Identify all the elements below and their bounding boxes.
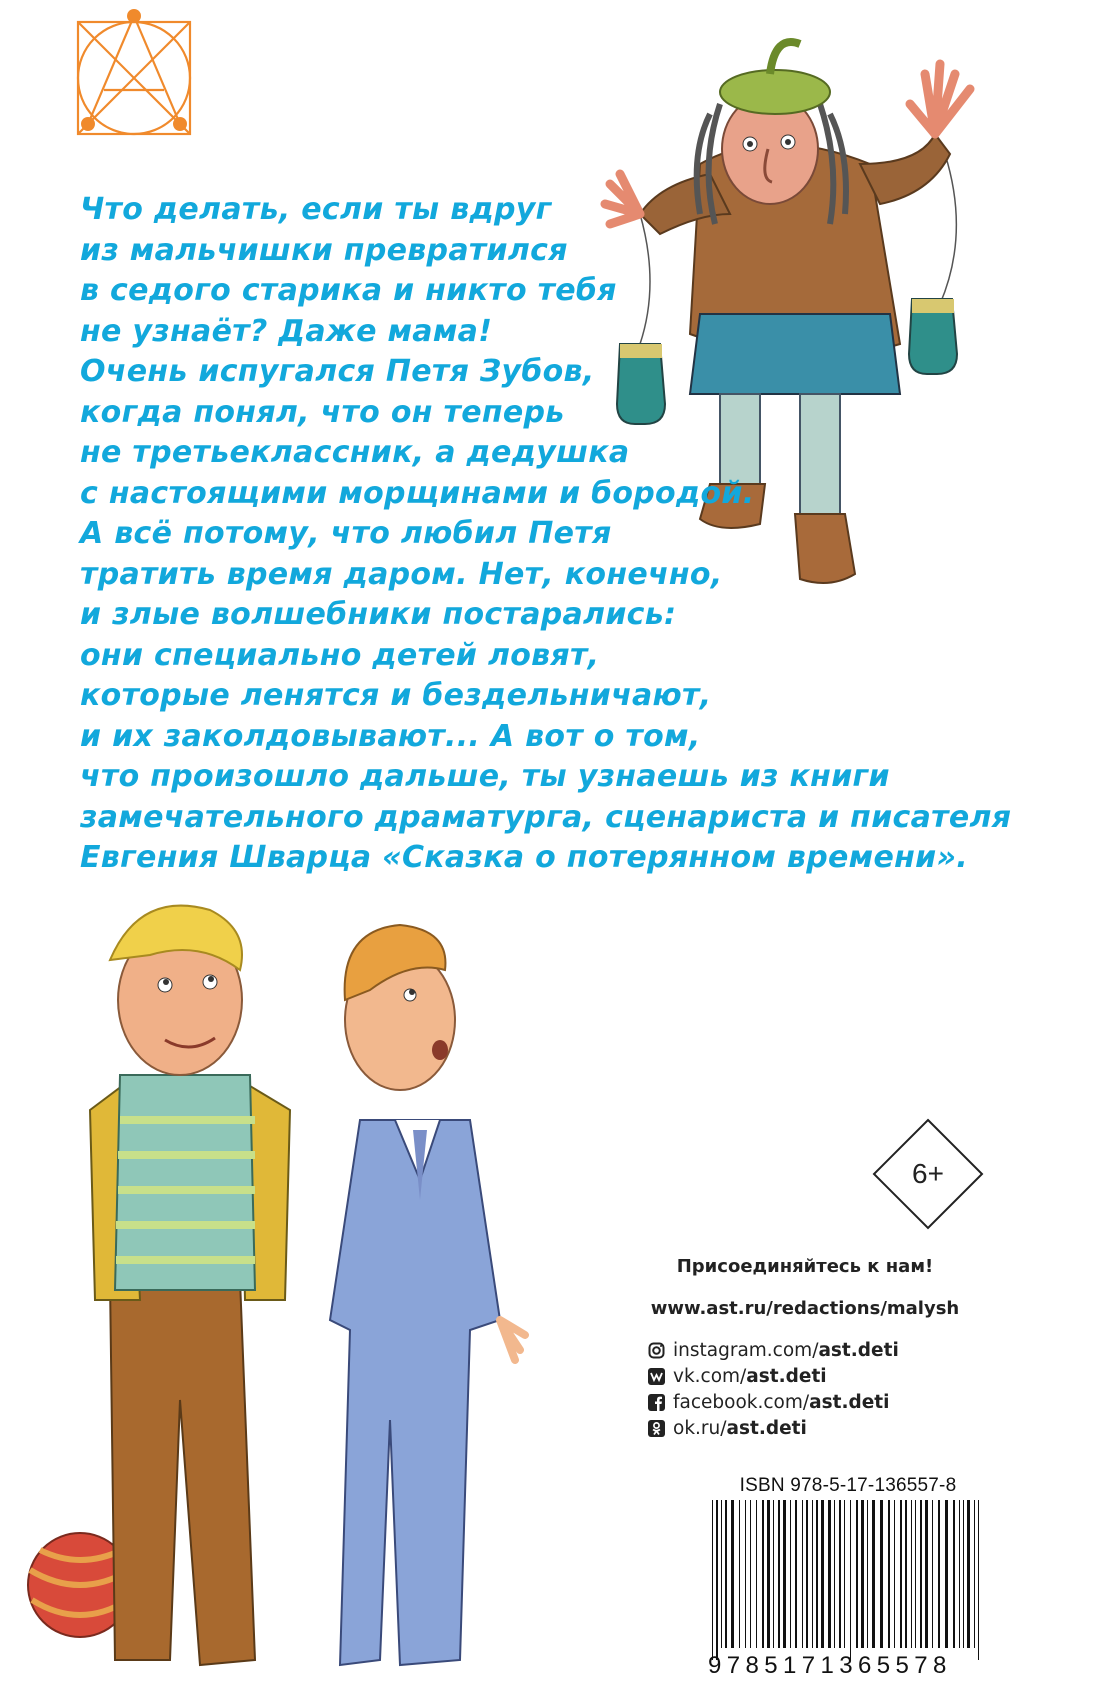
description-line: не узнаёт? Даже мама! — [80, 313, 493, 349]
barcode-bar — [867, 1500, 868, 1648]
description-line: в седого старика и никто тебя — [80, 273, 617, 308]
barcode-bar — [920, 1500, 922, 1648]
barcode-bar — [945, 1500, 948, 1648]
barcode-bar — [856, 1500, 858, 1648]
barcode-bar — [812, 1500, 813, 1648]
barcode-bar — [778, 1500, 780, 1648]
barcode-bar — [900, 1500, 902, 1648]
barcode-bar — [783, 1500, 786, 1648]
barcode-bar — [716, 1500, 718, 1660]
barcode-bar — [932, 1500, 933, 1648]
isbn-label: ISBN 978-5-17-136557-8 — [739, 1475, 957, 1496]
barcode-digits: 9785171365578 — [708, 1652, 952, 1679]
barcode-bar — [816, 1500, 818, 1648]
barcode-bar — [721, 1500, 722, 1648]
barcode-bar — [963, 1500, 964, 1648]
barcode-bar — [750, 1500, 751, 1648]
description-line: тратить время даром. Нет, конечно, — [80, 556, 723, 592]
description-line: из мальчишки превратился — [80, 232, 568, 268]
description-line: которые ленятся и бездельничают, — [80, 678, 712, 713]
barcode-bar — [839, 1500, 841, 1648]
barcode-bar — [806, 1500, 808, 1648]
description-line: и их заколдовывают... А вот о том, — [80, 718, 701, 754]
description-line: замечательного драматурга, сценариста и писателя — [80, 799, 1012, 835]
description-line: не третьеклассник, а дедушка — [80, 435, 630, 470]
join-us-label: Присоединяйтесь к нам! — [676, 1256, 934, 1277]
barcode-bar — [790, 1500, 791, 1648]
age-rating-label: 6+ — [912, 1158, 944, 1189]
social-prefix: facebook.com/ — [673, 1392, 810, 1413]
social-link-ok[interactable] — [648, 1418, 807, 1439]
description-line: и злые волшебники постарались: — [80, 597, 677, 632]
boys-illustration — [0, 900, 600, 1683]
barcode-bar — [967, 1500, 970, 1648]
barcode-bar — [802, 1500, 803, 1648]
description-line: Очень испугался Петя Зубов, — [80, 354, 595, 389]
barcode-bar — [959, 1500, 960, 1648]
description-line: А всё потому, что любил Петя — [80, 516, 612, 551]
barcode-bar — [938, 1500, 940, 1648]
barcode-bar — [844, 1500, 845, 1648]
barcode-bar — [905, 1500, 907, 1648]
instagram-icon — [648, 1342, 665, 1359]
barcode-bar — [739, 1500, 740, 1648]
social-prefix: ok.ru/ — [673, 1418, 727, 1439]
barcode-bar — [974, 1500, 975, 1648]
barcode — [708, 1500, 988, 1660]
social-handle: ast.deti — [726, 1418, 807, 1439]
barcode-bar — [915, 1500, 916, 1648]
description-line: они специально детей ловят, — [80, 637, 600, 673]
social-prefix: instagram.com/ — [673, 1340, 819, 1361]
social-handle: ast.deti — [809, 1392, 890, 1413]
barcode-bar — [712, 1500, 713, 1660]
barcode-bar — [872, 1500, 875, 1648]
barcode-bar — [894, 1500, 895, 1648]
barcode-bar — [880, 1500, 883, 1648]
barcode-bar — [731, 1500, 734, 1648]
barcode-bar — [821, 1500, 824, 1648]
barcode-bar — [850, 1500, 851, 1660]
barcode-bar — [762, 1500, 764, 1648]
barcode-bar — [745, 1500, 746, 1648]
description-line: с настоящими морщинами и бородой. — [80, 475, 755, 511]
social-handle: ast.deti — [746, 1366, 827, 1387]
ast-logo-icon — [74, 6, 204, 136]
ok-icon — [648, 1420, 665, 1437]
barcode-bar — [795, 1500, 797, 1648]
book-description — [80, 190, 1012, 879]
barcode-bar — [911, 1500, 912, 1648]
description-line: Евгения Шварца «Сказка о потерянном времени». — [80, 840, 968, 875]
website-link[interactable]: www.ast.ru/redactions/malysh — [650, 1298, 960, 1319]
barcode-bar — [925, 1500, 928, 1648]
facebook-icon — [648, 1394, 665, 1411]
barcode-bar — [978, 1500, 979, 1660]
barcode-bar — [953, 1500, 955, 1648]
social-link-vk[interactable] — [648, 1366, 827, 1387]
description-line: когда понял, что он теперь — [80, 394, 565, 430]
barcode-bar — [756, 1500, 757, 1648]
social-handle: ast.deti — [818, 1340, 899, 1361]
social-prefix: vk.com/ — [673, 1366, 747, 1387]
description-line: Что делать, если ты вдруг — [80, 192, 552, 227]
barcode-bar — [828, 1500, 831, 1648]
social-link-facebook[interactable] — [648, 1392, 889, 1413]
barcode-bar — [888, 1500, 890, 1648]
barcode-bar — [773, 1500, 774, 1648]
social-link-instagram[interactable] — [648, 1340, 899, 1361]
vk-icon — [648, 1368, 665, 1385]
description-line: что произошло дальше, ты узнаешь из книги — [80, 759, 890, 794]
barcode-bar — [725, 1500, 727, 1648]
barcode-bar — [767, 1500, 770, 1648]
barcode-bar — [834, 1500, 835, 1648]
barcode-bar — [861, 1500, 864, 1648]
